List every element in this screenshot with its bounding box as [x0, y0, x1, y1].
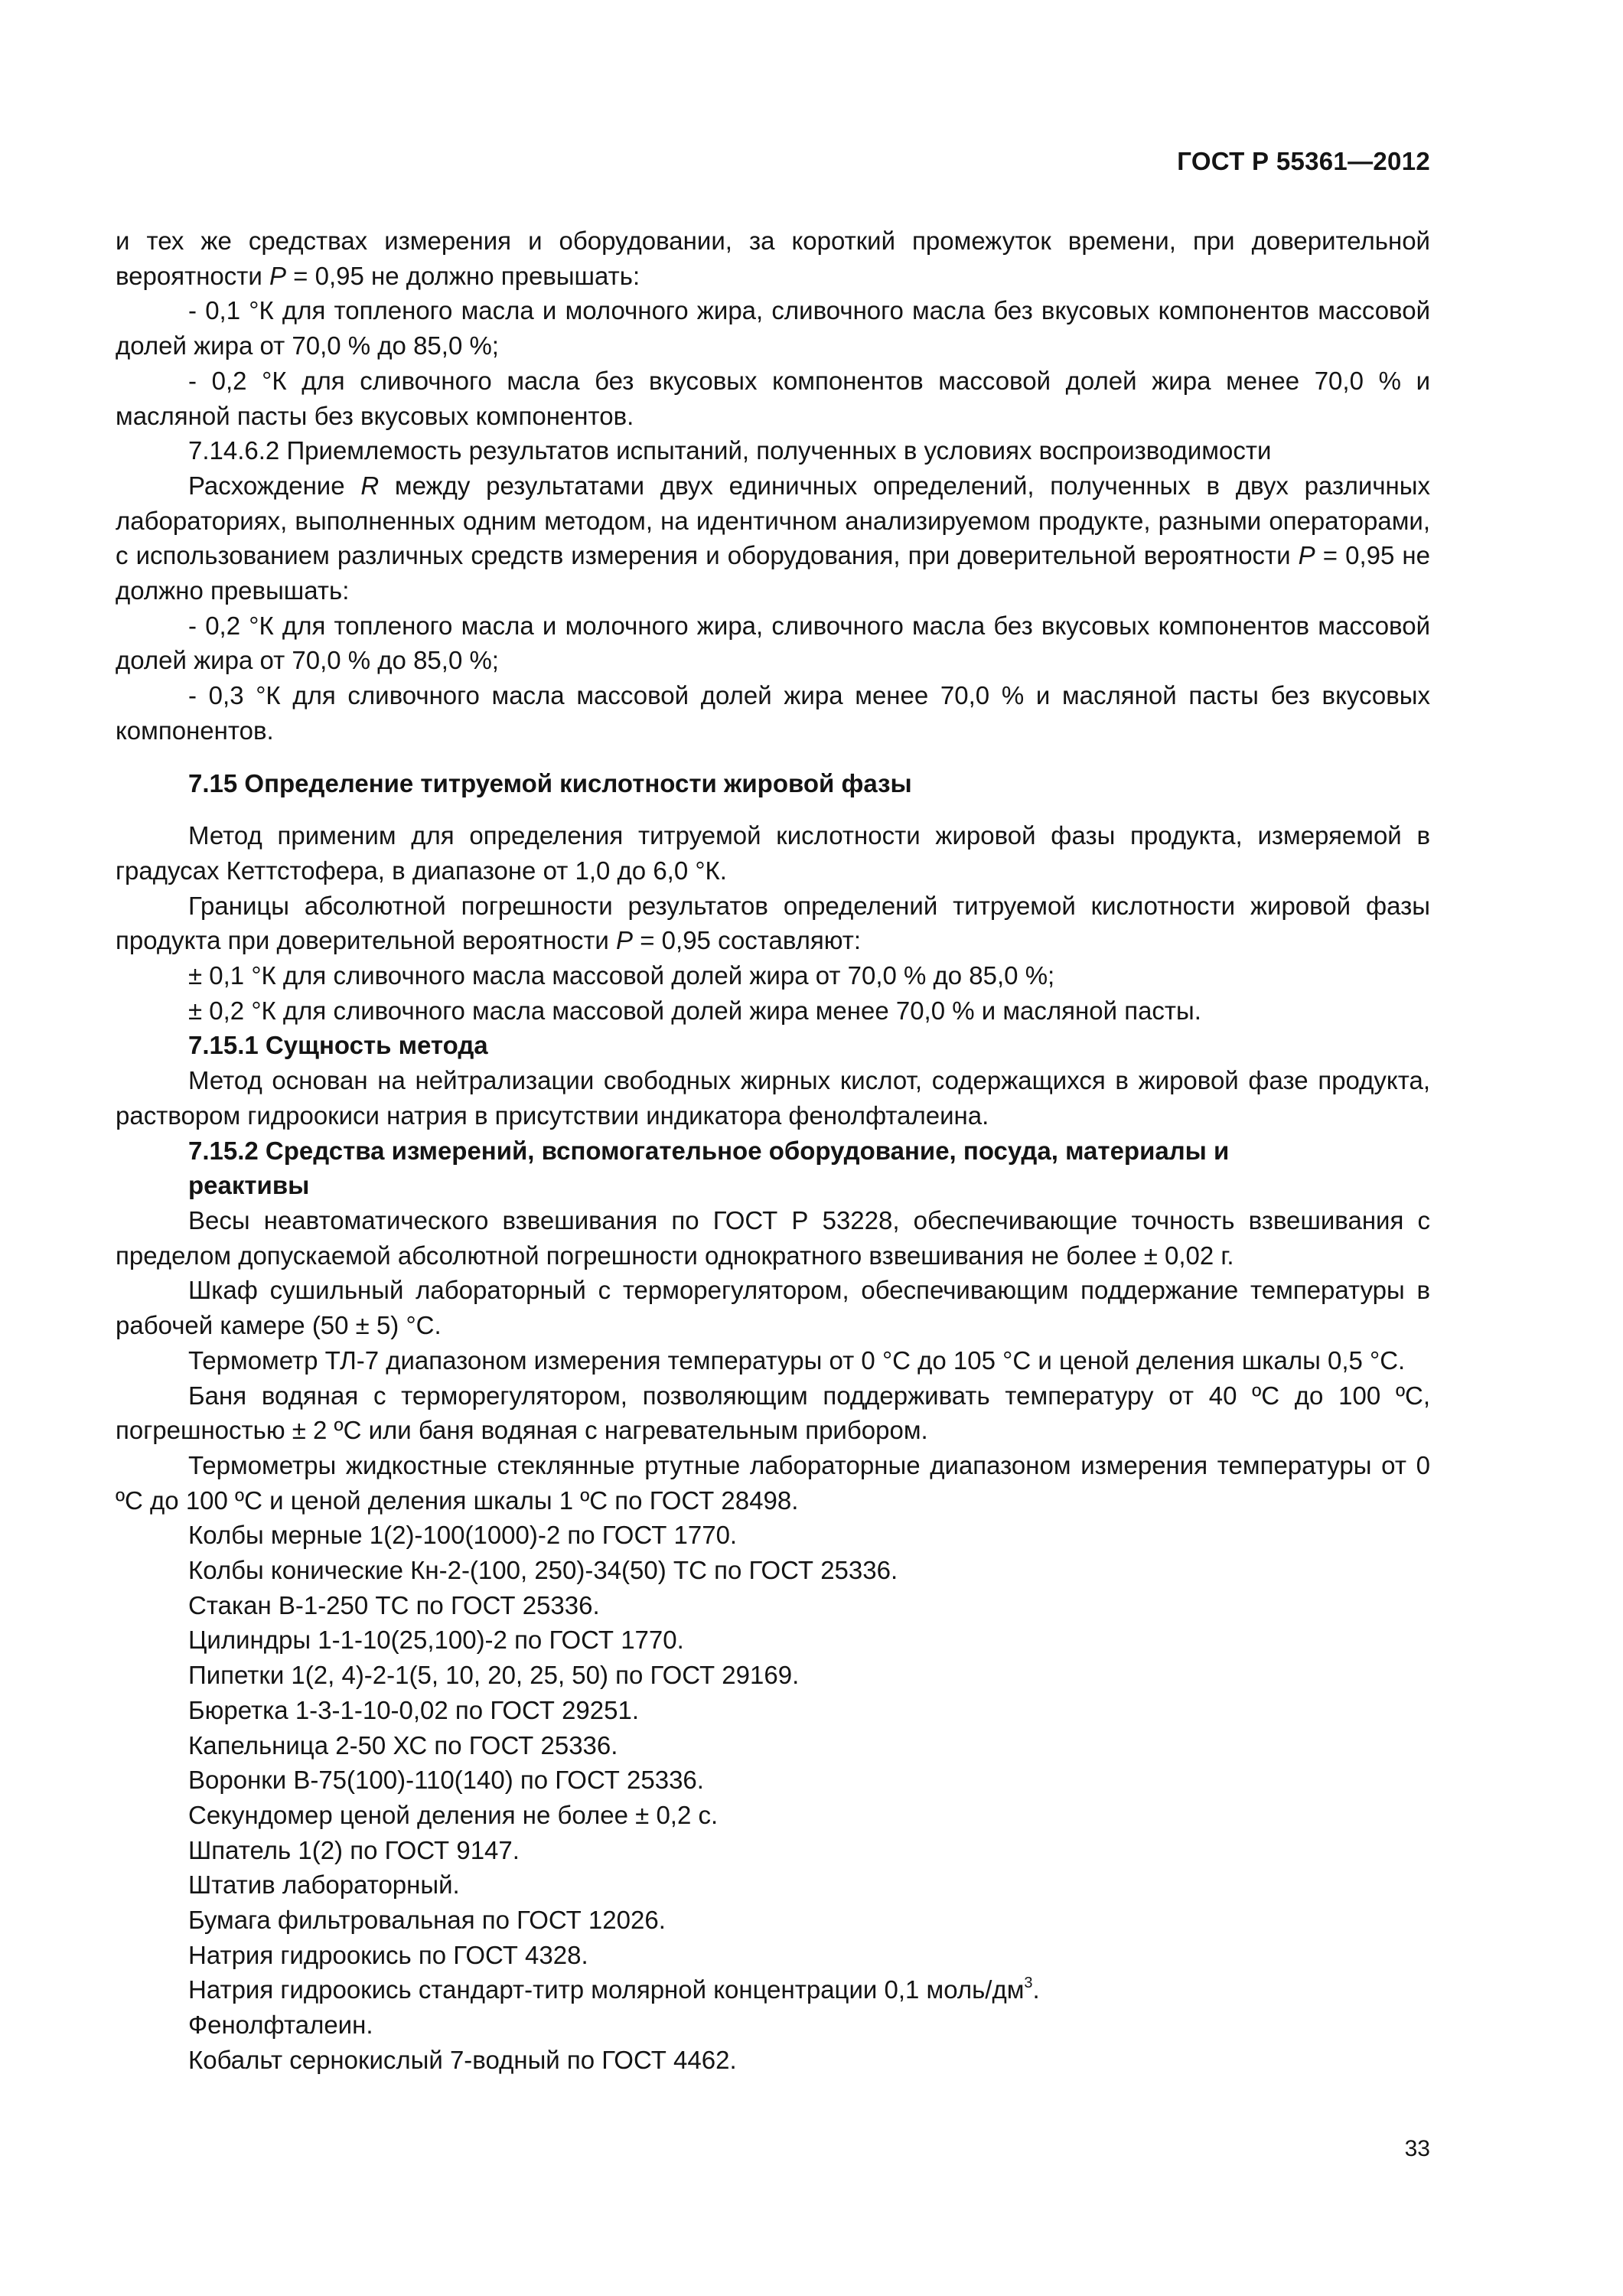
paragraph: Границы абсолютной погрешности результатов определений титруемой кислотности жировой фазы продукта при доверительной вероятности P = 0,95 составляют: — [116, 891, 1430, 955]
list-item: Фенолфталеин. — [188, 2011, 373, 2040]
list-item: ± 0,2 °К для сливочного масла массовой долей жира менее 70,0 % и масляной пасты. — [188, 996, 1201, 1025]
list-item: - 0,2 °К для топленого масла и молочного жира, сливочного масла без вкусовых компонентов массовой долей жира от 70,0 % до 85,0 %; — [116, 611, 1430, 675]
list-item: Штатив лабораторный. — [188, 1870, 460, 1900]
document-header: ГОСТ Р 55361—2012 — [1177, 147, 1430, 175]
list-item: Стакан В-1-250 ТС по ГОСТ 25336. — [188, 1590, 600, 1619]
list-item: ± 0,1 °К для сливочного масла массовой долей жира от 70,0 % до 85,0 %; — [188, 961, 1055, 990]
paragraph: Расхождение R между результатами двух единичных определений, полученных в двух различных лабораториях, выполненных одним методом, на идентичном анализируемом продукте, разными операторами, с использованием различных средств измерения и оборудования, при доверительной вероятности P = 0,95 не должно превышать: — [116, 471, 1430, 605]
clause-heading: 7.14.6.2 Приемлемость результатов испытаний, полученных в условиях воспроизводимости — [188, 436, 1272, 465]
list-item: Пипетки 1(2, 4)-2-1(5, 10, 20, 25, 50) по ГОСТ 29169. — [188, 1661, 800, 1690]
list-item: - 0,3 °К для сливочного масла массовой долей жира менее 70,0 % и масляной пасты без вкусовых компонентов. — [116, 681, 1430, 745]
list-item: - 0,1 °К для топленого масла и молочного жира, сливочного масла без вкусовых компонентов массовой долей жира от 70,0 % до 85,0 %; — [116, 296, 1430, 360]
list-item: Капельница 2-50 ХС по ГОСТ 25336. — [188, 1730, 618, 1760]
subsection-heading: 7.15.1 Сущность метода — [188, 1031, 488, 1060]
paragraph: Метод применим для определения титруемой кислотности жировой фазы продукта, измеряемой в градусах Кеттстофера, в диапазоне от 1,0 до 6,0 °К. — [116, 821, 1430, 885]
list-item: Цилиндры 1-1-10(25,100)-2 по ГОСТ 1770. — [188, 1626, 684, 1655]
paragraph: Весы неавтоматического взвешивания по ГОСТ Р 53228, обеспечивающие точность взвешивания с пределом допускаемой абсолютной погрешности однократного взвешивания не более ± 0,02 г. — [116, 1205, 1430, 1270]
list-item: Шпатель 1(2) по ГОСТ 9147. — [188, 1835, 520, 1864]
subsection-heading: 7.15.2 Средства измерений, вспомогательное оборудование, посуда, материалы и реактивы — [188, 1136, 1230, 1200]
paragraph: Баня водяная с терморегулятором, позволяющим поддерживать температуру от 40 ºС до 100 ºС, погрешностью ± 2 ºС или баня водяная с нагревательным прибором. — [116, 1381, 1430, 1445]
list-item: - 0,2 °К для сливочного масла без вкусовых компонентов массовой долей жира менее 70,0 % и масляной пасты без вкусовых компонентов. — [116, 366, 1430, 430]
document-body — [116, 223, 1430, 2078]
list-item: Кобальт сернокислый 7-водный по ГОСТ 4462. — [188, 2045, 737, 2074]
list-item: Секундомер ценой деления не более ± 0,2 с. — [188, 1800, 719, 1829]
paragraph: Метод основан на нейтрализации свободных жирных кислот, содержащихся в жировой фазе продукта, раствором гидроокиси натрия в присутствии индикатора фенолфталеина. — [116, 1066, 1430, 1130]
list-item: Воронки В-75(100)-110(140) по ГОСТ 25336. — [188, 1766, 704, 1795]
paragraph: Термометры жидкостные стеклянные ртутные лабораторные диапазоном измерения температуры от 0 ºС до 100 ºС и ценой деления шкалы 1 ºС по ГОСТ 28498. — [116, 1450, 1430, 1515]
list-item: Колбы конические Кн-2-(100, 250)-34(50) ТС по ГОСТ 25336. — [188, 1556, 898, 1585]
list-item: Бумага фильтровальная по ГОСТ 12026. — [188, 1906, 666, 1935]
paragraph: Термометр ТЛ-7 диапазоном измерения температуры от 0 °С до 105 °С и ценой деления шкалы 0,5 °С. — [188, 1345, 1406, 1375]
page-number: 33 — [1404, 2136, 1430, 2161]
paragraph: и тех же средствах измерения и оборудовании, за короткий промежуток времени, при доверительной вероятности P = 0,95 не должно превышать: — [116, 227, 1430, 290]
list-item: Колбы мерные 1(2)-100(1000)-2 по ГОСТ 1770. — [188, 1521, 738, 1550]
list-item: Натрия гидроокись по ГОСТ 4328. — [188, 1940, 588, 1969]
section-heading: 7.15 Определение титруемой кислотности жировой фазы — [188, 768, 912, 797]
paragraph: Шкаф сушильный лабораторный с терморегулятором, обеспечивающим поддержание температуры в рабочей камере (50 ± 5) °С. — [116, 1276, 1430, 1340]
list-item: Натрия гидроокись стандарт-титр молярной концентрации 0,1 моль/$дм^3$. — [188, 1975, 1040, 2004]
list-item: Бюретка 1-3-1-10-0,02 по ГОСТ 29251. — [188, 1695, 640, 1724]
